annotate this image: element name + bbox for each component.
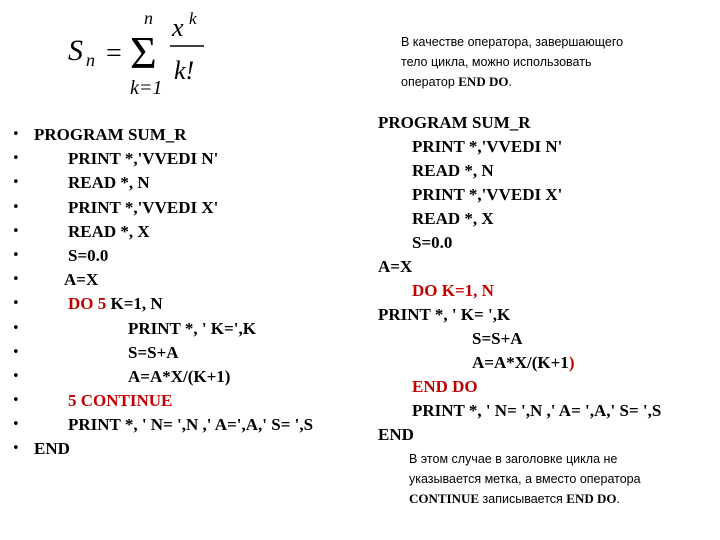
keyword-continue: CONTINUE (409, 491, 480, 506)
code-line (378, 303, 510, 327)
formula-numerator-base: x (172, 13, 184, 42)
bullet: • (12, 296, 20, 312)
code-line (412, 159, 494, 183)
note-end-do (401, 33, 701, 93)
formula-lhs-sub: n (86, 50, 95, 70)
formula-upper-limit: n (144, 8, 153, 28)
code-statement: S=S+A (472, 329, 523, 348)
bullet: • (12, 344, 20, 360)
code-text (128, 317, 256, 341)
note-bottom-line: В этом случае в заголовке цикла не (409, 452, 618, 466)
code-statement: READ *, N (412, 161, 494, 180)
code-text (128, 365, 230, 389)
keyword-end-do: END DO (458, 74, 509, 89)
bullet: • (12, 441, 20, 457)
code-text (68, 244, 108, 268)
formula-lower-limit: k=1 (130, 77, 163, 96)
formula-denominator: k! (174, 56, 195, 85)
sum-formula (64, 4, 214, 96)
bullet: • (12, 320, 20, 336)
code-statement: K=1, N (106, 294, 163, 314)
code-statement: PRINT *, ' N= ',N ,' A= ',A,' S= ',S (412, 401, 662, 420)
code-statement: READ *, X (412, 209, 494, 228)
code-statement: PRINT *,'VVEDI N' (412, 137, 563, 156)
bullet: • (12, 247, 20, 263)
note-top-line: тело цикла, можно использовать (401, 54, 592, 69)
bullet: • (12, 417, 20, 433)
code-statement: S=S+A (128, 342, 179, 362)
code-statement: S=0.0 (412, 233, 453, 252)
code-statement: PRINT *,'VVEDI X' (412, 185, 563, 204)
note-top-line: оператор END DO. (401, 74, 512, 89)
code-line (412, 375, 478, 399)
code-text (68, 196, 218, 220)
note-bottom-line: CONTINUE записывается END DO. (409, 491, 620, 506)
code-line (378, 423, 414, 447)
code-keyword: DO K=1, N (412, 281, 494, 300)
code-line (412, 207, 494, 231)
formula-sigma: Σ (130, 27, 157, 78)
code-statement: PROGRAM SUM_R (378, 113, 531, 132)
code-line (472, 327, 523, 351)
bullet: • (12, 151, 20, 167)
code-line (412, 399, 661, 423)
bullet: • (12, 175, 20, 191)
code-text (34, 123, 187, 147)
code-keyword: END DO (412, 377, 478, 396)
code-statement: PRINT *,'VVEDI N' (68, 149, 219, 169)
code-text (68, 171, 150, 195)
code-line (412, 135, 562, 159)
code-statement: READ *, X (68, 221, 150, 241)
code-line (378, 111, 531, 135)
code-keyword: 5 CONTINUE (68, 391, 173, 411)
bullet: • (12, 199, 20, 215)
code-statement: PRINT *, ' K=',K (128, 318, 256, 338)
code-keyword: DO 5 (68, 294, 107, 314)
code-text (68, 389, 172, 413)
code-paren: ) (568, 353, 575, 372)
code-line (412, 231, 452, 255)
code-text (128, 341, 179, 365)
code-statement: PRINT *, ' N= ',N ,' A=',A,' S= ',S (68, 415, 314, 435)
code-statement: A=A*X/(K+1) (128, 366, 231, 386)
code-text (68, 147, 218, 171)
formula-lhs-base: S (68, 34, 83, 67)
code-statement: PRINT *,'VVEDI X' (68, 197, 219, 217)
code-statement: A=X (64, 270, 99, 290)
keyword-end-do: END DO (566, 491, 617, 506)
bullet: • (12, 272, 20, 288)
code-line (412, 279, 494, 303)
bullet: • (12, 393, 20, 409)
code-statement: S=0.0 (68, 245, 109, 265)
code-line (378, 255, 412, 279)
code-line (412, 183, 562, 207)
note-no-label (409, 449, 709, 509)
code-statement: PROGRAM SUM_R (34, 125, 187, 144)
code-statement: A=X (378, 257, 413, 276)
code-statement: A=A*X/(K+1 (472, 353, 569, 372)
code-text (68, 413, 313, 437)
code-text (68, 220, 150, 244)
formula-numerator-exp: k (189, 9, 197, 28)
formula-equals: = (106, 38, 122, 69)
code-line (472, 351, 574, 375)
code-text (68, 292, 163, 316)
note-top-line: В качестве оператора, завершающего (401, 35, 624, 49)
bullet: • (12, 368, 20, 384)
code-statement: READ *, N (68, 173, 150, 193)
code-statement: PRINT *, ' K= ',K (378, 305, 511, 324)
note-bottom-line: указывается метка, а вместо оператора (409, 472, 641, 486)
code-statement: END (378, 425, 414, 444)
bullet: • (12, 223, 20, 239)
bullet: • (12, 127, 20, 142)
code-statement: END (34, 439, 70, 459)
code-text (64, 268, 98, 292)
code-text (34, 437, 70, 461)
